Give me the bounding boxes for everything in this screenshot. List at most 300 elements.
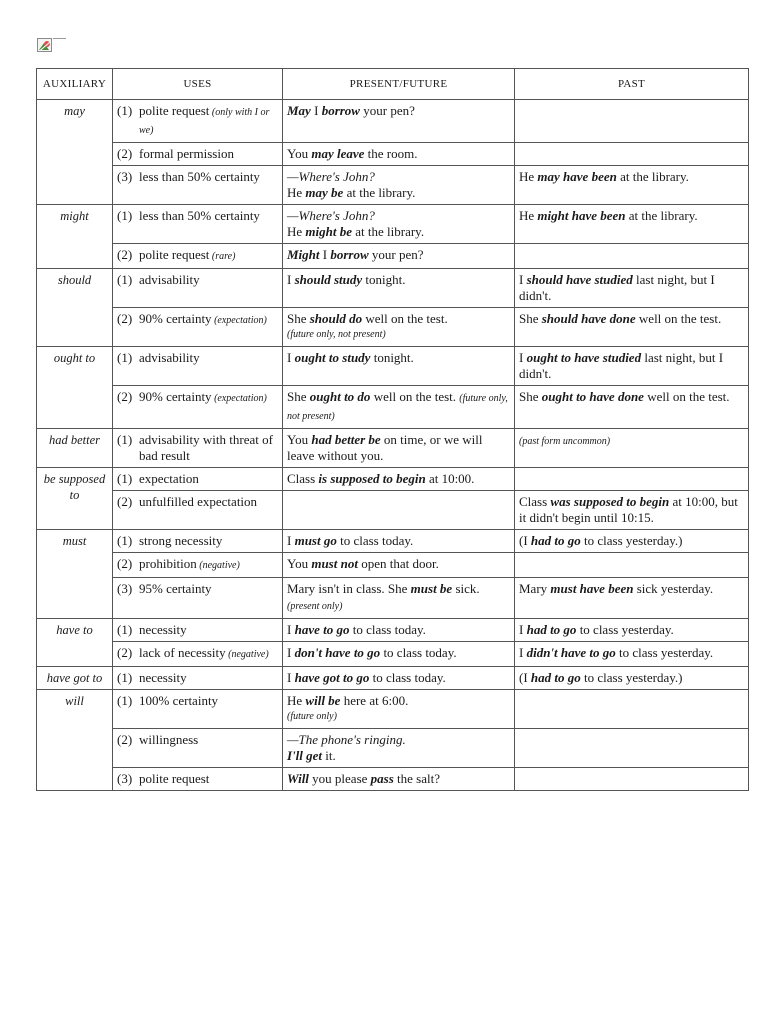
bold-phrase: must go	[294, 533, 337, 548]
use-text: necessity	[139, 622, 187, 637]
bold-phrase: must not	[311, 556, 358, 571]
past-cell	[515, 468, 749, 491]
bold-phrase: should have done	[541, 311, 636, 326]
text-run: She	[519, 311, 542, 326]
example-sentence	[519, 533, 744, 549]
example-sentence	[287, 771, 510, 787]
text-run: You	[287, 432, 312, 447]
past-cell	[515, 642, 749, 667]
table-row	[37, 269, 749, 308]
text-run: I	[519, 645, 527, 660]
usage-note: (present only)	[287, 601, 343, 612]
bold-phrase: was supposed to begin	[550, 494, 670, 509]
present-future-cell	[283, 578, 515, 619]
example-sentence	[287, 389, 510, 425]
use-number: (2)	[117, 146, 133, 161]
text-run: I	[519, 350, 527, 365]
table-row	[37, 530, 749, 553]
past-cell	[515, 553, 749, 578]
past-cell	[515, 667, 749, 690]
example-sentence	[519, 581, 744, 597]
text-run: Mary isn't in class. She	[287, 581, 411, 596]
example-sentence	[519, 670, 744, 686]
bold-phrase: had to go	[530, 533, 581, 548]
table-row	[37, 553, 749, 578]
text-run: I	[310, 103, 322, 118]
image-placeholder-line	[53, 38, 66, 39]
text-run: open that door.	[357, 556, 439, 571]
uses-cell	[113, 491, 283, 530]
text-run: I	[287, 670, 295, 685]
auxiliary-cell: may	[37, 100, 113, 205]
auxiliary-cell: might	[37, 205, 113, 269]
table-row	[37, 143, 749, 166]
example-sentence	[287, 224, 510, 240]
text-run: She	[519, 389, 542, 404]
text-run: I	[287, 533, 295, 548]
example-sentence	[287, 581, 510, 615]
past-cell	[515, 100, 749, 143]
use-number: (2)	[117, 494, 133, 509]
bold-phrase: will be	[305, 693, 341, 708]
text-run: He	[287, 224, 306, 239]
example-sentence	[287, 748, 510, 764]
uses-cell	[113, 468, 283, 491]
text-run: well on the test.	[370, 389, 460, 404]
text-run: She	[287, 311, 310, 326]
present-future-cell	[283, 491, 515, 530]
present-future-cell	[283, 386, 515, 429]
text-run: He	[287, 185, 306, 200]
use-number: (1)	[117, 670, 133, 685]
bold-phrase: might be	[305, 224, 353, 239]
bold-phrase: borrow	[330, 247, 369, 262]
text-run: your pen?	[368, 247, 424, 262]
text-run: I	[287, 272, 295, 287]
use-entry	[117, 247, 278, 265]
auxiliary-cell: will	[37, 690, 113, 791]
use-text: 95% certainty	[139, 581, 212, 596]
example-sentence	[519, 208, 744, 224]
auxiliary-cell: had better	[37, 429, 113, 468]
text-run: at the library.	[343, 185, 416, 200]
table-row	[37, 642, 749, 667]
bold-phrase: Might	[287, 247, 320, 262]
text-run: well on the test.	[362, 311, 448, 326]
past-cell	[515, 143, 749, 166]
text-run: sick yesterday.	[633, 581, 714, 596]
text-run: (I	[519, 533, 531, 548]
bold-phrase: had better be	[311, 432, 381, 447]
use-entry	[117, 146, 278, 162]
table-body	[37, 100, 749, 791]
use-number: (1)	[117, 103, 133, 118]
uses-cell	[113, 308, 283, 347]
past-cell	[515, 269, 749, 308]
bold-phrase: might have been	[537, 208, 626, 223]
bold-phrase: may leave	[311, 146, 365, 161]
past-cell	[515, 166, 749, 205]
bold-phrase: May	[287, 103, 311, 118]
bold-phrase: must have been	[550, 581, 634, 596]
text-run: on time, or we will leave without you.	[287, 432, 483, 463]
uses-cell	[113, 553, 283, 578]
past-cell	[515, 768, 749, 791]
text-run: your pen?	[359, 103, 415, 118]
text-run: He	[519, 208, 538, 223]
use-number: (3)	[117, 771, 133, 786]
bold-phrase: may have been	[537, 169, 617, 184]
dialogue-prompt: —Where's John?	[287, 208, 375, 223]
bold-phrase: should have studied	[526, 272, 633, 287]
use-text: formal permission	[139, 146, 234, 161]
uses-cell	[113, 429, 283, 468]
past-cell	[515, 491, 749, 530]
use-entry	[117, 693, 278, 709]
example-sentence	[287, 471, 510, 487]
bold-phrase: should study	[294, 272, 363, 287]
use-entry	[117, 272, 278, 288]
header-present-future: PRESENT/FUTURE	[283, 69, 515, 100]
past-cell	[515, 308, 749, 347]
bold-phrase: may be	[305, 185, 344, 200]
bold-phrase: should do	[309, 311, 363, 326]
use-entry	[117, 311, 278, 329]
past-cell	[515, 729, 749, 768]
text-run: at the library.	[352, 224, 425, 239]
text-run: Mary	[519, 581, 551, 596]
bold-phrase: had to go	[530, 670, 581, 685]
text-run: You	[287, 146, 312, 161]
uses-cell	[113, 347, 283, 386]
text-run: to class yesterday.)	[580, 670, 683, 685]
bold-phrase: have to go	[294, 622, 350, 637]
present-future-cell	[283, 553, 515, 578]
use-text: less than 50% certainty	[139, 208, 260, 223]
text-run: last night, but I didn't.	[519, 350, 724, 381]
bold-phrase: is supposed to begin	[318, 471, 426, 486]
text-run: to class today.	[336, 533, 414, 548]
use-note: (negative)	[196, 560, 240, 571]
header-past: PAST	[515, 69, 749, 100]
example-sentence	[519, 169, 744, 185]
example-sentence	[519, 645, 744, 661]
text-run: I	[287, 645, 295, 660]
text-run: to class yesterday.	[615, 645, 714, 660]
present-future-cell	[283, 729, 515, 768]
text-run: well on the test.	[635, 311, 722, 326]
use-entry	[117, 432, 278, 464]
uses-cell	[113, 386, 283, 429]
example-sentence	[287, 247, 510, 263]
present-future-cell	[283, 429, 515, 468]
bold-phrase: borrow	[321, 103, 360, 118]
example-sentence	[287, 350, 510, 366]
use-note: (expectation)	[211, 315, 267, 326]
text-run: I	[519, 272, 527, 287]
use-text: prohibition (negative)	[139, 556, 240, 571]
use-note: (negative)	[225, 649, 269, 660]
uses-cell	[113, 205, 283, 244]
use-entry	[117, 494, 278, 510]
text-run: the room.	[364, 146, 418, 161]
use-text: advisability with threat of bad result	[139, 432, 273, 463]
table-row	[37, 491, 749, 530]
broken-image-icon	[37, 38, 52, 52]
example-sentence	[519, 272, 744, 304]
usage-note: (future only, not present)	[287, 393, 508, 422]
use-text: willingness	[139, 732, 199, 747]
example-sentence	[287, 185, 510, 201]
present-future-cell	[283, 619, 515, 642]
text-run: He	[287, 693, 306, 708]
usage-note: (past form uncommon)	[519, 436, 611, 447]
present-future-cell	[283, 347, 515, 386]
use-entry	[117, 771, 278, 787]
text-run: to class today.	[349, 622, 426, 637]
example-sentence	[287, 311, 510, 327]
text-run: at the library.	[616, 169, 689, 184]
use-number: (1)	[117, 208, 133, 223]
text-run: He	[519, 169, 538, 184]
use-number: (2)	[117, 732, 133, 747]
text-run: last night, but I didn't.	[519, 272, 715, 303]
header-auxiliary: AUXILIARY	[37, 69, 113, 100]
use-note: (expectation)	[211, 393, 267, 404]
text-run: sick.	[452, 581, 480, 596]
text-run: Class	[287, 471, 319, 486]
table-row	[37, 729, 749, 768]
text-run: at 10:00, but it didn't begin until 10:15.	[519, 494, 738, 525]
use-number: (1)	[117, 533, 133, 548]
use-note: (only with I or we)	[139, 107, 270, 136]
bold-phrase: I'll get	[287, 748, 323, 763]
table-row	[37, 578, 749, 619]
table-row	[37, 308, 749, 347]
uses-cell	[113, 642, 283, 667]
table-row	[37, 768, 749, 791]
use-number: (1)	[117, 272, 133, 287]
text-run: at 10:00.	[425, 471, 475, 486]
bold-phrase: ought to do	[309, 389, 371, 404]
example-sentence	[519, 350, 744, 382]
table-row	[37, 429, 749, 468]
auxiliary-cell: ought to	[37, 347, 113, 429]
use-entry	[117, 389, 278, 407]
use-number: (1)	[117, 622, 133, 637]
header-uses: USES	[113, 69, 283, 100]
bold-phrase: had to go	[526, 622, 577, 637]
use-entry	[117, 103, 278, 139]
use-entry	[117, 645, 278, 663]
table-row	[37, 619, 749, 642]
example-sentence	[287, 432, 510, 464]
text-run: I	[287, 350, 295, 365]
auxiliary-cell: have to	[37, 619, 113, 667]
present-future-cell	[283, 530, 515, 553]
past-cell	[515, 429, 749, 468]
dialogue-prompt: —The phone's ringing.	[287, 732, 406, 747]
text-run: to class yesterday.)	[580, 533, 683, 548]
text-run: You	[287, 556, 312, 571]
present-future-cell	[283, 690, 515, 729]
example-sentence	[519, 622, 744, 638]
modal-auxiliaries-table	[36, 68, 749, 791]
example-sentence	[287, 103, 510, 119]
bold-phrase: must be	[410, 581, 453, 596]
auxiliary-cell: be supposed to	[37, 468, 113, 530]
use-number: (1)	[117, 693, 133, 708]
auxiliary-cell: should	[37, 269, 113, 347]
present-future-cell	[283, 667, 515, 690]
example-sentence	[287, 272, 510, 288]
table-row	[37, 100, 749, 143]
table-row	[37, 205, 749, 244]
use-text: expectation	[139, 471, 199, 486]
table-row	[37, 386, 749, 429]
use-entry	[117, 350, 278, 366]
table-header-row	[37, 69, 749, 100]
text-run: I	[319, 247, 331, 262]
use-text: polite request (rare)	[139, 247, 236, 262]
text-run: Class	[519, 494, 551, 509]
auxiliary-cell: must	[37, 530, 113, 619]
use-text: polite request	[139, 771, 210, 786]
past-cell	[515, 578, 749, 619]
use-text: advisability	[139, 350, 200, 365]
uses-cell	[113, 100, 283, 143]
use-entry	[117, 581, 278, 597]
bold-phrase: don't have to go	[294, 645, 381, 660]
present-future-cell	[283, 143, 515, 166]
example-sentence	[287, 645, 510, 661]
use-entry	[117, 208, 278, 224]
uses-cell	[113, 244, 283, 269]
example-sentence	[287, 670, 510, 686]
example-sentence	[287, 693, 510, 709]
bold-phrase: pass	[370, 771, 394, 786]
present-future-cell	[283, 269, 515, 308]
bold-phrase: didn't have to go	[526, 645, 616, 660]
use-number: (3)	[117, 581, 133, 596]
present-future-cell	[283, 100, 515, 143]
use-text: 100% certainty	[139, 693, 219, 708]
use-number: (2)	[117, 645, 133, 660]
past-cell	[515, 386, 749, 429]
present-future-cell	[283, 244, 515, 269]
present-future-cell	[283, 205, 515, 244]
text-run: I	[287, 622, 295, 637]
use-entry	[117, 556, 278, 574]
bold-phrase: ought to have studied	[526, 350, 642, 365]
use-number: (2)	[117, 556, 133, 571]
table-row	[37, 667, 749, 690]
present-future-cell	[283, 308, 515, 347]
example-sentence	[519, 389, 744, 405]
use-entry	[117, 670, 278, 686]
uses-cell	[113, 578, 283, 619]
use-number: (2)	[117, 247, 133, 262]
use-text: lack of necessity (negative)	[139, 645, 269, 660]
text-run: tonight.	[370, 350, 414, 365]
text-run: to class today.	[380, 645, 457, 660]
use-text: advisability	[139, 272, 200, 287]
text-run: to class today.	[369, 670, 446, 685]
text-run: (I	[519, 670, 531, 685]
text-run: at the library.	[625, 208, 698, 223]
example-sentence	[287, 622, 510, 638]
past-cell	[515, 530, 749, 553]
use-entry	[117, 471, 278, 487]
uses-cell	[113, 667, 283, 690]
present-future-cell	[283, 468, 515, 491]
uses-cell	[113, 768, 283, 791]
example-sentence	[519, 311, 744, 327]
use-number: (1)	[117, 350, 133, 365]
use-text: necessity	[139, 670, 187, 685]
text-run: tonight.	[362, 272, 406, 287]
use-text: strong necessity	[139, 533, 223, 548]
use-entry	[117, 732, 278, 748]
text-run: well on the test.	[643, 389, 730, 404]
uses-cell	[113, 729, 283, 768]
text-run: She	[287, 389, 310, 404]
usage-note: (future only, not present)	[287, 329, 386, 340]
use-entry	[117, 169, 278, 185]
use-entry	[117, 622, 278, 638]
past-cell	[515, 690, 749, 729]
example-sentence	[287, 533, 510, 549]
uses-cell	[113, 166, 283, 205]
use-text: less than 50% certainty	[139, 169, 260, 184]
auxiliary-cell: have got to	[37, 667, 113, 690]
use-text: 90% certainty (expectation)	[139, 389, 267, 404]
use-number: (2)	[117, 311, 133, 326]
text-run: the salt?	[393, 771, 440, 786]
example-sentence	[519, 494, 744, 526]
example-sentence	[287, 556, 510, 572]
use-text: unfulfilled expectation	[139, 494, 258, 509]
example-sentence	[287, 146, 510, 162]
table-row	[37, 166, 749, 205]
text-run: here at 6:00.	[340, 693, 409, 708]
table-row	[37, 690, 749, 729]
text-run: I	[519, 622, 527, 637]
use-number: (1)	[117, 471, 133, 486]
uses-cell	[113, 690, 283, 729]
bold-phrase: ought to have done	[541, 389, 644, 404]
uses-cell	[113, 530, 283, 553]
past-cell	[515, 619, 749, 642]
past-cell	[515, 347, 749, 386]
use-number: (2)	[117, 389, 133, 404]
use-entry	[117, 533, 278, 549]
uses-cell	[113, 619, 283, 642]
present-future-cell	[283, 768, 515, 791]
usage-note: (future only)	[287, 711, 337, 722]
use-text: polite request (only with I or we)	[139, 103, 270, 136]
use-number: (1)	[117, 432, 133, 447]
text-run: to class yesterday.	[576, 622, 674, 637]
uses-cell	[113, 143, 283, 166]
use-note: (rare)	[209, 251, 236, 262]
text-run: it.	[322, 748, 336, 763]
past-cell	[515, 205, 749, 244]
present-future-cell	[283, 166, 515, 205]
use-text: 90% certainty (expectation)	[139, 311, 267, 326]
use-number: (3)	[117, 169, 133, 184]
dialogue-prompt: —Where's John?	[287, 169, 375, 184]
